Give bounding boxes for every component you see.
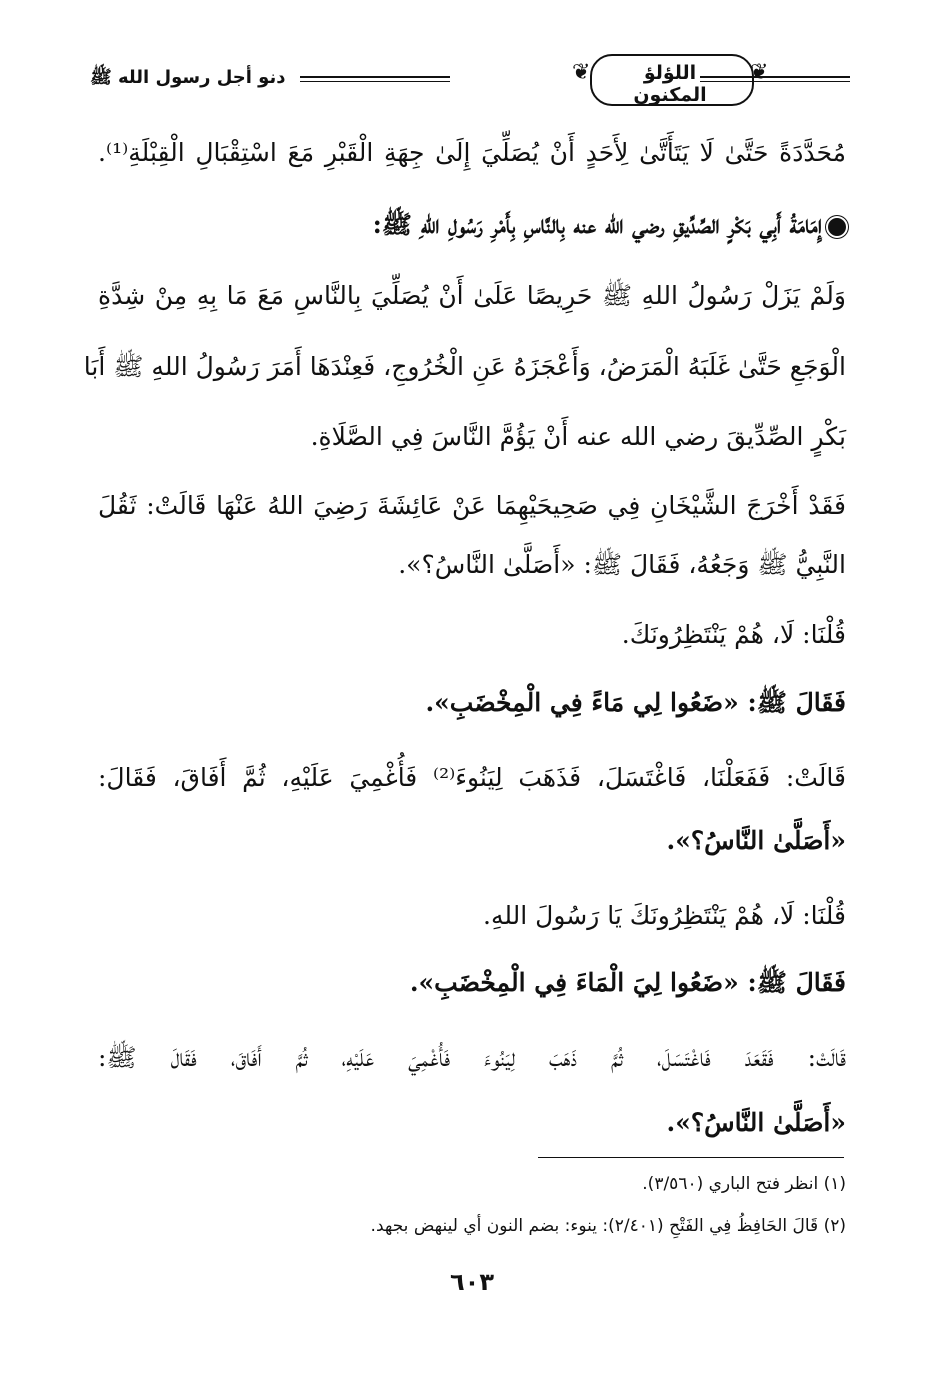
- text-line: «أَصَلَّىٰ النَّاسُ؟».: [666, 826, 846, 855]
- flower-bullet-icon: [828, 218, 846, 236]
- footnote: (٢) قَالَ الحَافِظُ فِي الفَتْحِ (٢/٤٠١): ينوء: بضم النون أي لينهض بجهد.: [370, 1216, 846, 1236]
- text-line: قَالَتْ: فَقَعَدَ فَاغْتَسَلَ، ثُمَّ ذَهَبَ لِيَنُوءَ فَأُغْمِيَ عَلَيْهِ، ثُمَّ أَفَاقَ، فَقَالَ ﷺ:: [98, 1043, 846, 1072]
- text-line: بَكْرٍ الصِّدِّيقَ رضي الله عنه أَنْ يَؤُمَّ النَّاسَ فِي الصَّلَاةِ.: [310, 422, 846, 451]
- page-number: ٦٠٣: [450, 1268, 494, 1296]
- text-line: الْوَجَعِ حَتَّىٰ غَلَبَهُ الْمَرَضُ، وَأَعْجَزَهُ عَنِ الْخُرُوجِ، فَعِنْدَهَا أَمَرَ رَسُولُ اللهِ ﷺ أَبَا: [83, 352, 846, 381]
- text-line: فَقَالَ ﷺ: «ضَعُوا لِيَ الْمَاءَ فِي الْمِخْضَبِ».: [409, 968, 846, 997]
- ornament-left-icon: ❦: [572, 60, 591, 85]
- text-line: قُلْنَا: لَا، هُمْ يَنْتَظِرُونَكَ.: [621, 620, 846, 649]
- section-heading: إِمَامَةُ أَبِي بَكْرٍ الصِّدِّيقِ رضي الله عنه بِالنَّاسِ بِأَمْرِ رَسُولِ اللهِ ﷺ:: [98, 212, 846, 237]
- text-line: «أَصَلَّىٰ النَّاسُ؟».: [666, 1108, 846, 1137]
- text-line: فَقَدْ أَخْرَجَ الشَّيْخَانِ فِي صَحِيحَيْهِمَا عَنْ عَائِشَةَ رَضِيَ اللهُ عَنْهَا قَالَتْ: ثَقُلَ: [98, 491, 846, 520]
- text-line: فَقَالَ ﷺ: «ضَعُوا لِي مَاءً فِي الْمِخْضَبِ».: [425, 688, 846, 717]
- text-line: وَلَمْ يَزَلْ رَسُولُ اللهِ ﷺ حَرِيصًا عَلَىٰ أَنْ يُصَلِّيَ بِالنَّاسِ مَعَ مَا بِهِ مِنْ شِدَّةِ: [98, 281, 846, 310]
- text-line: النَّبِيُّ ﷺ وَجَعُهُ، فَقَالَ ﷺ: «أَصَلَّىٰ النَّاسُ؟».: [398, 550, 846, 579]
- chapter-title: دنو أجل رسول الله ﷺ: [90, 67, 286, 88]
- footnote: (١) انظر فتح الباري (٣/٥٦٠).: [642, 1174, 846, 1194]
- running-header: [90, 48, 850, 108]
- footnote-rule: [538, 1157, 844, 1158]
- ornament-right-icon: ❦: [750, 60, 769, 85]
- text-line: مُحَدَّدَةً حَتَّىٰ لَا يَتَأَتَّىٰ لِأَحَدٍ أَنْ يُصَلِّيَ إِلَىٰ جِهَةِ الْقَبْرِ مَعَ اسْتِقْبَالِ الْقِبْلَةِ⁽¹⁾.: [98, 138, 846, 167]
- text-line: قَالَتْ: فَفَعَلْنَا، فَاغْتَسَلَ، فَذَهَبَ لِيَنُوءَ⁽²⁾ فَأُغْمِيَ عَلَيْهِ، ثُمَّ أَفَاقَ، فَقَالَ:: [98, 763, 846, 792]
- book-title: اللؤلؤ المكنون: [633, 62, 707, 106]
- header-rule-left: [300, 76, 450, 82]
- header-rule-right: [700, 76, 850, 82]
- text-line: قُلْنَا: لَا، هُمْ يَنْتَظِرُونَكَ يَا رَسُولَ اللهِ.: [483, 901, 846, 930]
